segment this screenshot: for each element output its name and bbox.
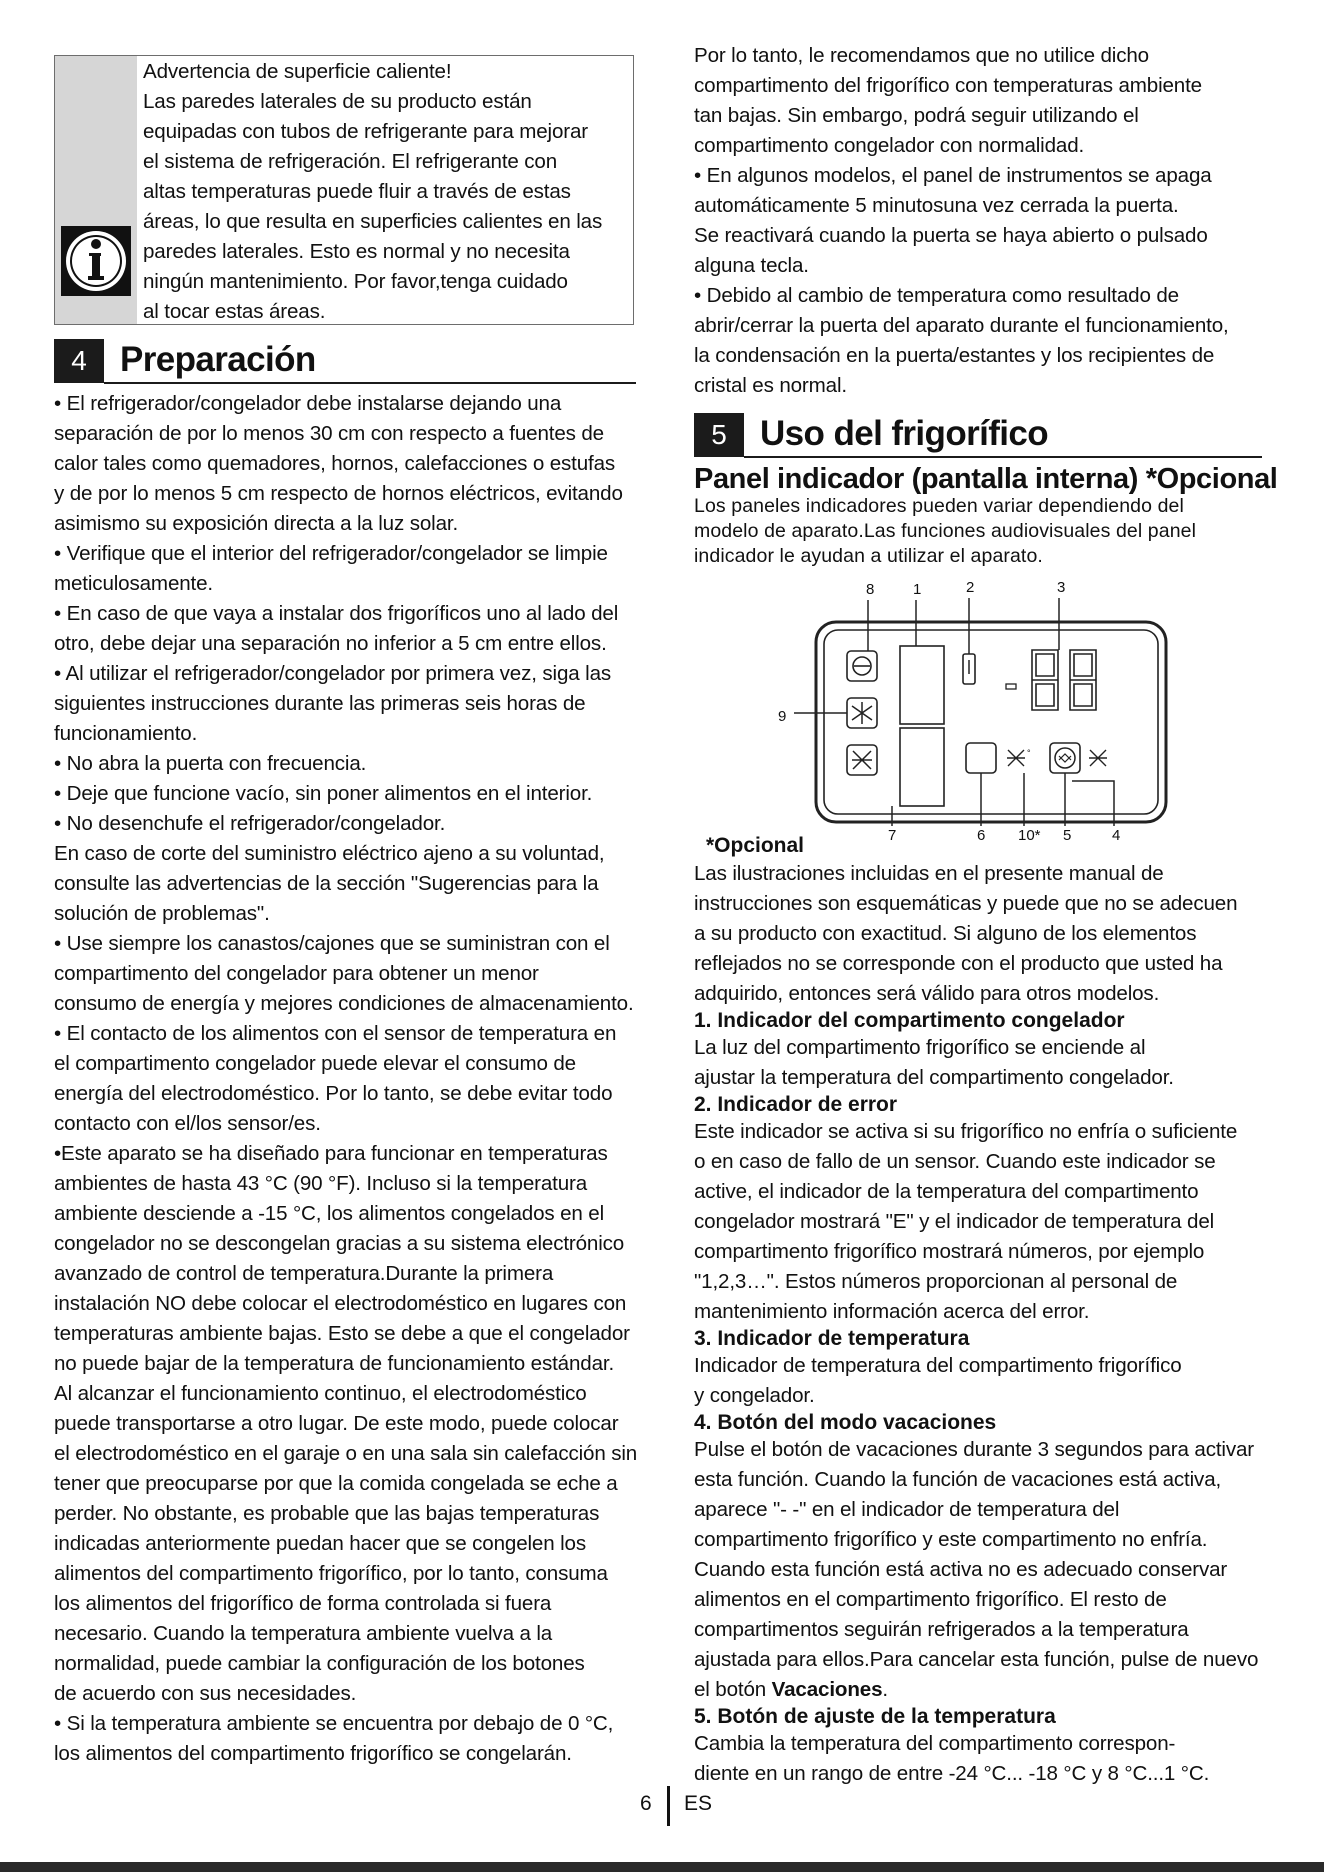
body-line: ambientes de hasta 43 °C (90 °F). Incluso si la temperatura — [54, 1172, 588, 1195]
body-line: otro, debe dejar una separación no inferior a 5 cm entre ellos. — [54, 632, 607, 655]
body-line: avanzado de control de temperatura.Durante la primera — [54, 1262, 554, 1285]
warning-line: altas temperaturas puede fluir a través de estas — [143, 180, 571, 203]
body-line: congelador no se descongelan gracias a su sistema electrónico — [54, 1232, 625, 1255]
warning-text — [143, 57, 633, 327]
body-line: la condensación en la puerta/estantes y los recipientes de — [694, 344, 1215, 367]
callout-label: 9 — [778, 708, 787, 725]
body-line: necesario. Cuando la temperatura ambiente vuelva a la — [54, 1622, 553, 1645]
body-line: no puede bajar de la temperatura de funcionamiento estándar. — [54, 1352, 615, 1375]
item-heading: 3. Indicador de temperatura — [694, 1327, 970, 1350]
body-line: • No abra la puerta con frecuencia. — [54, 752, 367, 775]
body-line: • Al utilizar el refrigerador/congelador por primera vez, siga las — [54, 662, 612, 685]
section-number: 4 — [54, 339, 104, 383]
body-line: temperaturas ambiente bajas. Esto se debe a que el congelador — [54, 1322, 630, 1345]
note-line: adquirido, entonces será válido para otros modelos. — [694, 982, 1160, 1005]
item-line: esta función. Cuando la función de vacaciones está activa, — [694, 1468, 1222, 1491]
fan-icon — [1007, 748, 1031, 766]
callout-label: 10* — [1018, 827, 1041, 844]
body-line: energía del electrodoméstico. Por lo tanto, se debe evitar todo — [54, 1082, 613, 1105]
warning-line: ningún mantenimiento. Por favor,tenga cuidado — [143, 270, 568, 293]
body-line: el compartimento congelador puede elevar el consumo de — [54, 1052, 576, 1075]
body-line: automáticamente 5 minutosuna vez cerrada la puerta. — [694, 194, 1179, 217]
body-line: puede transportarse a otro lugar. De este modo, puede colocar — [54, 1412, 619, 1435]
item-heading: 5. Botón de ajuste de la temperatura — [694, 1705, 1056, 1728]
vacation-keyword: Vacaciones — [771, 1678, 883, 1701]
item-line: diente en un rango de entre -24 °C... -18 °C y 8 °C...1 °C. — [694, 1762, 1210, 1785]
item-line: y congelador. — [694, 1384, 815, 1407]
callout-label: 5 — [1063, 827, 1072, 844]
body-line: alimentos del compartimento frigorífico, por lo tanto, consuma — [54, 1562, 608, 1585]
body-line: meticulosamente. — [54, 572, 213, 595]
warning-line: equipadas con tubos de refrigerante para mejorar — [143, 120, 588, 143]
indicator-panel-diagram — [694, 576, 1294, 846]
callout-label: 7 — [888, 827, 897, 844]
callout-label: 4 — [1112, 827, 1121, 844]
note-line: a su producto con exactitud. Si alguno de los elementos — [694, 922, 1197, 945]
fridge-indicator — [900, 728, 944, 806]
body-line: • Debido al cambio de temperatura como resultado de — [694, 284, 1179, 307]
body-line: los alimentos del compartimento frigorífico se congelarán. — [54, 1742, 572, 1765]
footer-divider — [667, 1786, 670, 1826]
section-number: 5 — [694, 413, 744, 457]
section-title: Uso del frigorífico — [760, 414, 1049, 453]
callout-label: 3 — [1057, 579, 1066, 596]
svg-text:°: ° — [1027, 748, 1031, 758]
warning-line: Las paredes laterales de su producto están — [143, 90, 532, 113]
body-line: cristal es normal. — [694, 374, 847, 397]
callout-label: 1 — [913, 581, 922, 598]
section-4-body — [54, 389, 690, 1769]
body-line: Al alcanzar el funcionamiento continuo, el electrodoméstico — [54, 1382, 587, 1405]
item-line: La luz del compartimento frigorífico se enciende al — [694, 1036, 1146, 1059]
body-line: normalidad, puede cambiar la configuración de los botones — [54, 1652, 585, 1675]
item-line: compartimento frigorífico y este compartimento no enfría. — [694, 1528, 1208, 1551]
item-line-text: el botón — [694, 1678, 772, 1701]
body-line: consulte las advertencias de la sección "Sugerencias para la — [54, 872, 599, 895]
item-line-text: . — [882, 1678, 888, 1701]
body-line: compartimento del congelador para obtener un menor — [54, 962, 539, 985]
warning-line: Advertencia de superficie caliente! — [143, 60, 452, 83]
warning-line: paredes laterales. Esto es normal y no necesita — [143, 240, 570, 263]
body-line: tener que preocuparse por que la comida congelada se eche a — [54, 1472, 618, 1495]
note-line: instrucciones son esquemáticas y puede que no se adecuen — [694, 892, 1238, 915]
note-line: Las ilustraciones incluidas en el presente manual de — [694, 862, 1164, 885]
callout-label: 6 — [977, 827, 986, 844]
heading-rule — [104, 382, 636, 384]
body-line: solución de problemas". — [54, 902, 270, 925]
item-line: ajustada para ellos.Para cancelar esta función, pulse de nuevo — [694, 1648, 1259, 1671]
item-line: congelador mostrará "E" y el indicador de temperatura del — [694, 1210, 1215, 1233]
item-line: ajustar la temperatura del compartimento congelador. — [694, 1066, 1174, 1089]
body-line: • El contacto de los alimentos con el sensor de temperatura en — [54, 1022, 617, 1045]
body-line: instalación NO debe colocar el electrodoméstico en lugares con — [54, 1292, 627, 1315]
body-line: • En algunos modelos, el panel de instrumentos se apaga — [694, 164, 1212, 187]
right-column-intro — [694, 41, 1294, 401]
panel-subtitle: Panel indicador (pantalla interna) *Opcional — [694, 463, 1278, 495]
body-line: consumo de energía y mejores condiciones de almacenamiento. — [54, 992, 634, 1015]
body-line: • Deje que funcione vacío, sin poner alimentos en el interior. — [54, 782, 593, 805]
body-line: • Verifique que el interior del refrigerador/congelador se limpie — [54, 542, 608, 565]
right-column-details — [694, 833, 1294, 1789]
item-heading: 4. Botón del modo vacaciones — [694, 1411, 997, 1434]
item-line: compartimentos seguirán refrigerados a la temperatura — [694, 1618, 1189, 1641]
body-line: de acuerdo con sus necesidades. — [54, 1682, 357, 1705]
item-heading: 1. Indicador del compartimento congelador — [694, 1009, 1125, 1032]
quick-freeze-icon — [847, 698, 877, 728]
item-heading: 2. Indicador de error — [694, 1093, 898, 1116]
section-5-heading — [694, 413, 1262, 457]
item-line: active, el indicador de la temperatura del compartimento — [694, 1180, 1199, 1203]
section-4-heading — [54, 339, 636, 383]
bottom-rule — [0, 1862, 1324, 1872]
quick-fridge-icon — [847, 745, 877, 775]
freezer-indicator — [900, 646, 944, 724]
item-line: Indicador de temperatura del compartimento frigorífico — [694, 1354, 1182, 1377]
warning-line: el sistema de refrigeración. El refrigerante con — [143, 150, 558, 173]
item-line: compartimento frigorífico mostrará números, por ejemplo — [694, 1240, 1205, 1263]
body-line: abrir/cerrar la puerta del aparato durante el funcionamiento, — [694, 314, 1229, 337]
body-line: • Use siempre los canastos/cajones que se suministran con el — [54, 932, 610, 955]
body-line: indicadas anteriormente puedan hacer que se congelen los — [54, 1532, 586, 1555]
body-line: contacto con el/los sensor/es. — [54, 1112, 321, 1135]
warning-line: áreas, lo que resulta en superficies calientes en las — [143, 210, 603, 233]
item-line: "1,2,3…". Estos números proporcionan al personal de — [694, 1270, 1178, 1293]
body-line: • No desenchufe el refrigerador/congelador. — [54, 812, 446, 835]
item-line: Cambia la temperatura del compartimento correspon- — [694, 1732, 1176, 1755]
section-title: Preparación — [120, 340, 316, 379]
item-line: alimentos en el compartimento frigorífico. El resto de — [694, 1588, 1167, 1611]
temperature-display — [1032, 650, 1096, 710]
body-line: tan bajas. Sin embargo, podrá seguir utilizando el — [694, 104, 1139, 127]
info-icon — [61, 226, 131, 296]
body-line: siguientes instrucciones durante las primeras seis horas de — [54, 692, 586, 715]
intro-line: modelo de aparato.Las funciones audiovisuales del panel — [694, 520, 1197, 542]
body-line: • El refrigerador/congelador debe instalarse dejando una — [54, 392, 562, 415]
item-line: aparece "- -" en el indicador de temperatura del — [694, 1498, 1120, 1521]
language-code: ES — [684, 1792, 713, 1815]
body-line: perder. No obstante, es probable que las bajas temperaturas — [54, 1502, 600, 1525]
item-line: Pulse el botón de vacaciones durante 3 segundos para activar — [694, 1438, 1254, 1461]
body-line: compartimento del frigorífico con temperaturas ambiente — [694, 74, 1202, 97]
eco-icon — [847, 651, 877, 681]
body-line: Por lo tanto, le recomendamos que no utilice dicho — [694, 44, 1149, 67]
warning-line: al tocar estas áreas. — [143, 300, 326, 323]
intro-line: indicador le ayudan a utilizar el aparato. — [694, 545, 1043, 567]
page-number: 6 — [640, 1792, 652, 1815]
body-line: •Este aparato se ha diseñado para funcionar en temperaturas — [54, 1142, 608, 1165]
body-line: separación de por lo menos 30 cm con respecto a fuentes de — [54, 422, 604, 445]
note-line: reflejados no se corresponde con el producto que usted ha — [694, 952, 1223, 975]
item-line — [694, 1675, 1294, 1705]
body-line: y de por lo menos 5 cm respecto de hornos eléctricos, evitando — [54, 482, 623, 505]
item-line: mantenimiento información acerca del error. — [694, 1300, 1090, 1323]
item-line: Este indicador se activa si su frigorífico no enfría o suficiente — [694, 1120, 1238, 1143]
item-line: Cuando esta función está activa no es adecuado conservar — [694, 1558, 1228, 1581]
body-line: ambiente desciende a -15 °C, los alimentos congelados en el — [54, 1202, 605, 1225]
hot-surface-warning-box — [54, 55, 634, 325]
body-line: En caso de corte del suministro eléctrico ajeno a su voluntad, — [54, 842, 605, 865]
callout-label: 2 — [966, 579, 975, 596]
body-line: asimismo su exposición directa a la luz solar. — [54, 512, 459, 535]
body-line: • Si la temperatura ambiente se encuentra por debajo de 0 °C, — [54, 1712, 614, 1735]
body-line: los alimentos del frigorífico de forma controlada si fuera — [54, 1592, 552, 1615]
callout-label: 8 — [866, 581, 875, 598]
heading-rule — [744, 456, 1262, 458]
item-line: o en caso de fallo de un sensor. Cuando este indicador se — [694, 1150, 1216, 1173]
body-line: compartimento congelador con normalidad. — [694, 134, 1085, 157]
button-icon — [966, 743, 996, 773]
body-line: • En caso de que vaya a instalar dos frigoríficos uno al lado del — [54, 602, 619, 625]
intro-line: Los paneles indicadores pueden variar dependiendo del — [694, 495, 1184, 517]
body-line: el electrodoméstico en el garaje o en una sala sin calefacción sin — [54, 1442, 638, 1465]
page-footer — [0, 1786, 1324, 1826]
body-line: alguna tecla. — [694, 254, 809, 277]
optional-note-title: *Opcional — [706, 834, 805, 857]
body-line: Se reactivará cuando la puerta se haya abierto o pulsado — [694, 224, 1208, 247]
body-line: funcionamiento. — [54, 722, 198, 745]
vacation-icon — [1089, 750, 1107, 766]
body-line: calor tales como quemadores, hornos, calefacciones o estufas — [54, 452, 616, 475]
panel-intro — [694, 494, 1294, 569]
